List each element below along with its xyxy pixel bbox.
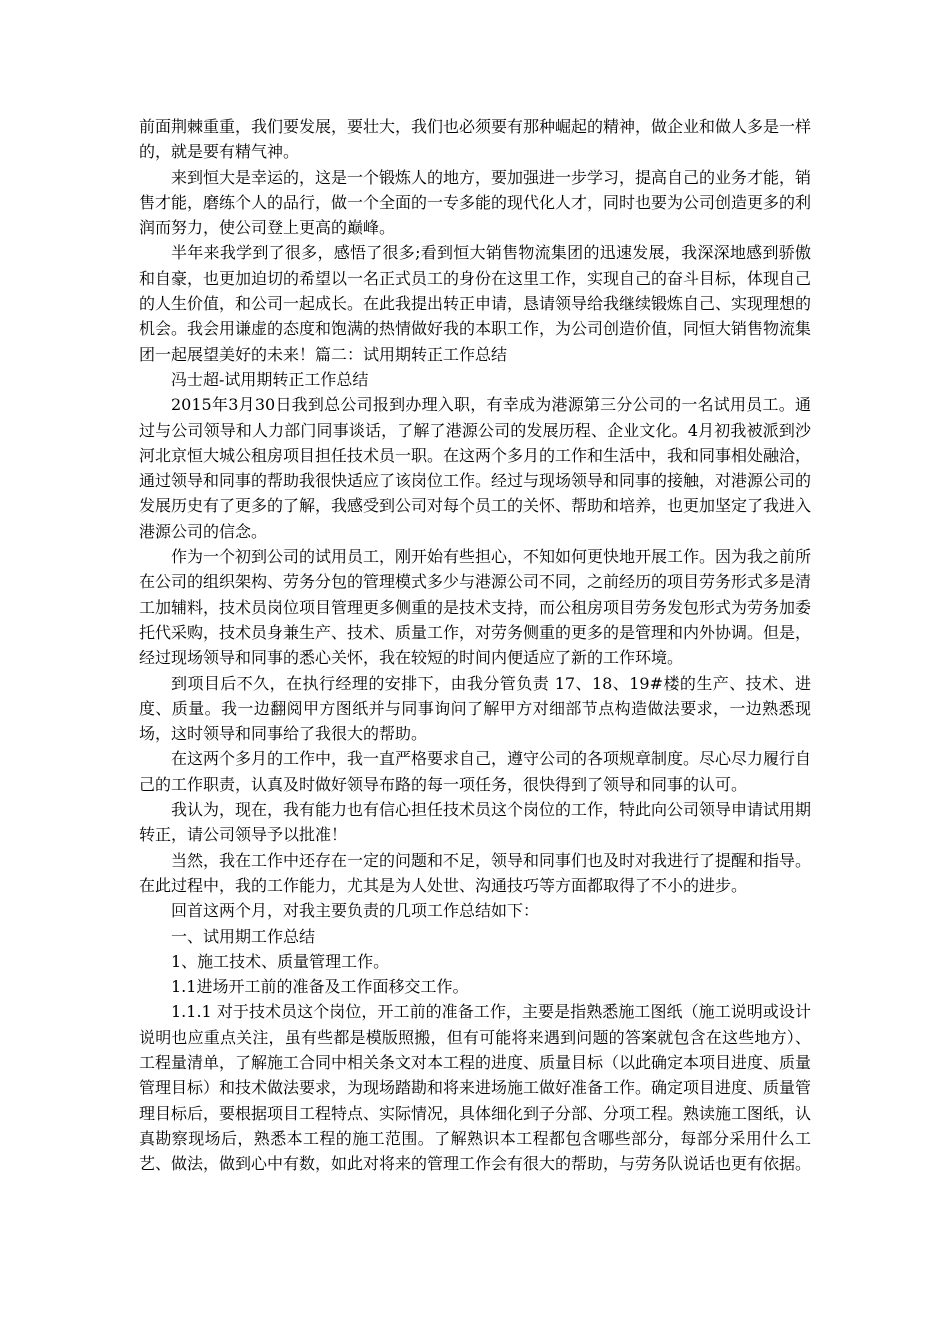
paragraph: 我认为，现在，我有能力也有信心担任技术员这个岗位的工作，特此向公司领导申请试用期转正，请公司领导予以批准！ — [139, 800, 812, 845]
subsection-heading: 1、施工技术、质量管理工作。 — [171, 951, 390, 971]
paragraph: 半年来我学到了很多，感悟了很多;看到恒大销售物流集团的迅速发展，我深深地感到骄傲和自豪，也更加迫切的希望以一名正式员工的身份在这里工作，实现自己的奋斗目标，体现自己的人生价值，和公司一起成长。在此我提出转正申请，恳请领导给我继续锻炼自己、实现理想的机会。我会用谦虚的态度和饱满的热情做好我的本职工作，为公司创造价值，同恒大销售物流集团一起展望美好的未来！篇二：试用期转正工作总结 — [139, 243, 812, 364]
document-body — [139, 114, 811, 1176]
paragraph: 作为一个初到公司的试用员工，刚开始有些担心，不知如何更快地开展工作。因为我之前所在公司的组织架构、劳务分包的管理模式多少与港源公司不同，之前经历的项目劳务形式多是清工加辅料，技术员岗位项目管理更多侧重的是技术支持，而公租房项目劳务发包形式为劳务加委托代采购，技术员身兼生产、技术、质量工作，对劳务侧重的更多的是管理和内外协调。但是，经过现场领导和同事的悉心关怀，我在较短的时间内便适应了新的工作环境。 — [139, 547, 812, 668]
paragraph: 在这两个多月的工作中，我一直严格要求自己，遵守公司的各项规章制度。尽心尽力履行自己的工作职责，认真及时做好领导布路的每一项任务，很快得到了领导和同事的认可。 — [139, 749, 812, 794]
paragraph: 回首这两个月，对我主要负责的几项工作总结如下： — [171, 901, 540, 921]
paragraph: 前面荆棘重重，我们要发展，要壮大，我们也必须要有那种崛起的精神，做企业和做人多是一样的，就是要有精气神。 — [139, 117, 812, 162]
paragraph: 到项目后不久，在执行经理的安排下，由我分管负责 17、18、19#楼的生产、技术、进度、质量。我一边翻阅甲方图纸并与同事询问了解甲方对细部节点构造做法要求，一边熟悉现场，这时领导和同事给了我很大的帮助。 — [139, 673, 811, 744]
paragraph: 1.1.1 对于技术员这个岗位，开工前的准备工作，主要是指熟悉施工图纸（施工说明或设计说明也应重点关注，虽有些都是模版照搬，但有可能将来遇到问题的答案就包含在这些地方）、工程量清单，了解施工合同中相关条文对本工程的进度、质量目标（以此确定本项目进度、质量管理目标）和技术做法要求，为现场踏勘和将来进场施工做好准备工作。确定项目进度、质量管理目标后，要根据项目工程特点、实际情况，具体细化到子分部、分项工程。熟读施工图纸，认真勘察现场后，熟悉本工程的施工范围。了解熟识本工程都包含哪些部分，每部分采用什么工艺、做法，做到心中有数，如此对将来的管理工作会有很大的帮助，与劳务队说话也更有依据。 — [139, 1002, 812, 1174]
paragraph: 来到恒大是幸运的，这是一个锻炼人的地方，要加强进一步学习，提高自己的业务才能，销售才能，磨练个人的品行，做一个全面的一专多能的现代化人才，同时也要为公司创造更多的利润而努力，使公司登上更高的巅峰。 — [139, 167, 812, 238]
section-heading: 一、试用期工作总结 — [171, 926, 316, 946]
paragraph-heading: 冯士超-试用期转正工作总结 — [171, 369, 369, 389]
subsection-heading: 1.1进场开工前的准备及工作面移交工作。 — [171, 977, 469, 997]
paragraph: 当然，我在工作中还存在一定的问题和不足，领导和同事们也及时对我进行了提醒和指导。在此过程中，我的工作能力，尤其是为人处世、沟通技巧等方面都取得了不小的进步。 — [139, 850, 812, 895]
paragraph: 2015年3月30日我到总公司报到办理入职，有幸成为港源第三分公司的一名试用员工。通过与公司领导和人力部门同事谈话，了解了港源公司的发展历程、企业文化。4月初我被派到沙河北京恒大城公租房项目担任技术员一职。在这两个多月的工作和生活中，我和同事相处融洽，通过领导和同事的帮助我很快适应了该岗位工作。经过与现场领导和同事的接触，对港源公司的发展历史有了更多的了解，我感受到公司对每个员工的关怀、帮助和培养，也更加坚定了我进入港源公司的信念。 — [139, 395, 812, 541]
